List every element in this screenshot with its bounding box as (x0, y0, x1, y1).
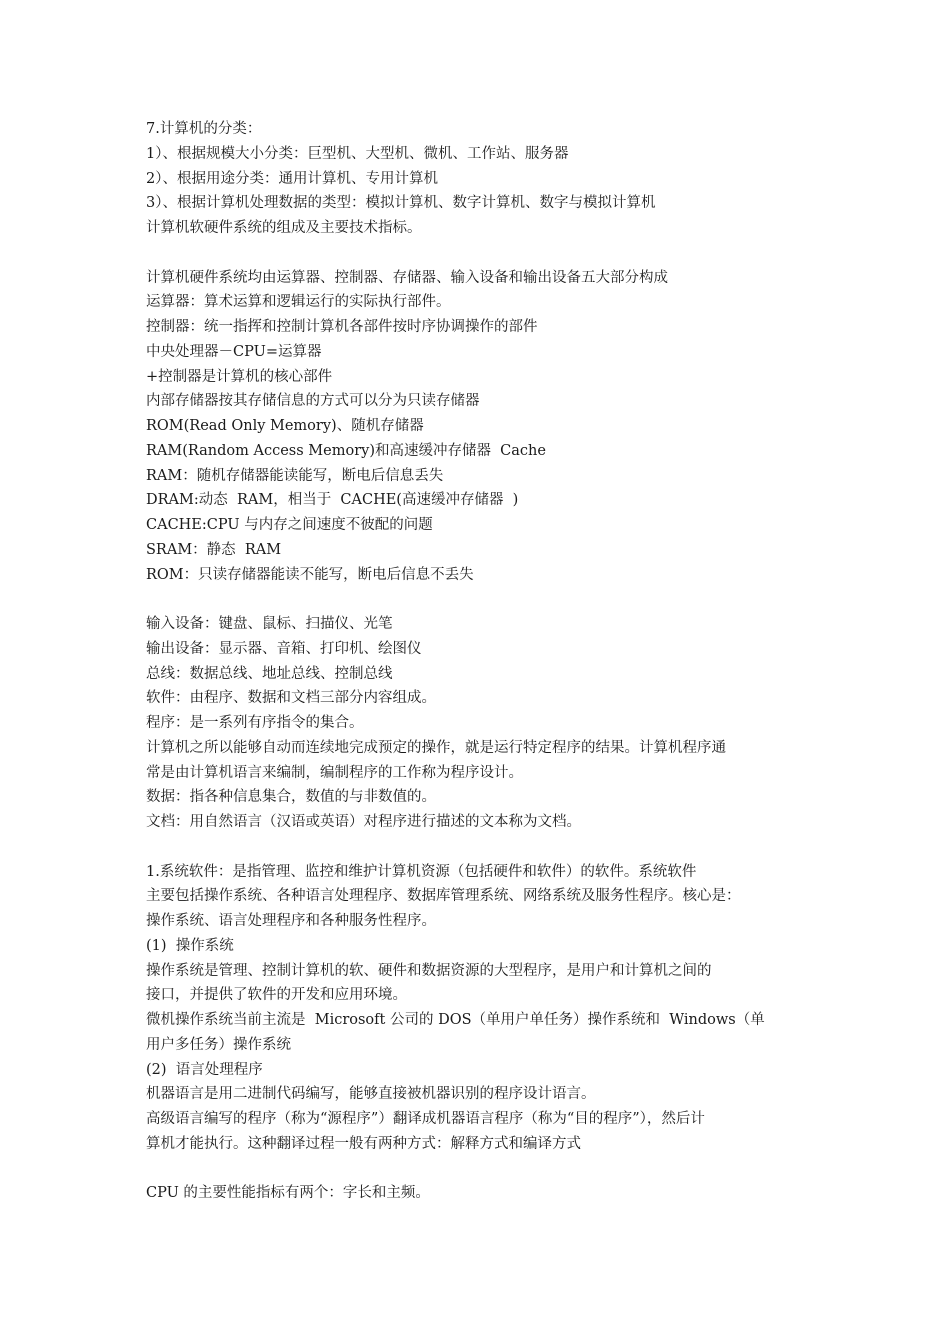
text-line: 运算器：算术运算和逻辑运行的实际执行部件。 (146, 294, 451, 311)
paragraph-gap (146, 241, 810, 266)
section-system-software (146, 860, 810, 1157)
section-computer-classification (146, 117, 810, 241)
text-line: 3）、根据计算机处理数据的类型：模拟计算机、数字计算机、数字与模拟计算机 (146, 195, 656, 212)
text-line: 操作系统、语言处理程序和各种服务性程序。 (146, 913, 436, 929)
text-line: 算机才能执行。这种翻译过程一般有两种方式：解释方式和编译方式 (146, 1135, 581, 1152)
text-line: 数据：指各种信息集合，数值的与非数值的。 (146, 789, 436, 806)
document-page (146, 117, 810, 1206)
text-line: CACHE:CPU 与内存之间速度不彼配的问题 (146, 517, 433, 533)
text-line: 软件：由程序、数据和文档三部分内容组成。 (146, 690, 436, 707)
text-line: 1）、根据规模大小分类：巨型机、大型机、微机、工作站、服务器 (146, 145, 569, 162)
text-line: 输出设备：显示器、音箱、打印机、绘图仪 (146, 640, 422, 657)
text-line: CPU 的主要性能指标有两个：字长和主频。 (146, 1185, 430, 1202)
text-line: 用户多任务）操作系统 (146, 1036, 291, 1053)
paragraph-gap (146, 835, 810, 860)
section-devices-software (146, 612, 810, 835)
text-line: 高级语言编写的程序（称为“源程序”）翻译成机器语言程序（称为“目的程序”），然后计 (146, 1111, 705, 1127)
text-line: +控制器是计算机的核心部件 (146, 368, 333, 385)
text-line: (2) 语言处理程序 (146, 1061, 263, 1078)
section-heading: 7.计算机的分类： (146, 121, 262, 137)
text-line: 1.系统软件：是指管理、监控和维护计算机资源（包括硬件和软件）的软件。系统软件 (146, 863, 697, 880)
text-line: 2）、根据用途分类：通用计算机、专用计算机 (146, 170, 438, 187)
text-line: 控制器：统一指挥和控制计算机各部件按时序协调操作的部件 (146, 319, 538, 335)
text-line: 微机操作系统当前主流是 Microsoft 公司的 DOS（单用户单任务）操作系统和 Windows（单 (146, 1012, 765, 1028)
text-line: 常是由计算机语言来编制，编制程序的工作称为程序设计。 (146, 764, 523, 781)
text-line: 输入设备：键盘、鼠标、扫描仪、光笔 (146, 616, 393, 632)
text-line: 程序：是一系列有序指令的集合。 (146, 715, 364, 731)
text-line: SRAM：静态 RAM (146, 541, 282, 558)
text-line: 机器语言是用二进制代码编写，能够直接被机器识别的程序设计语言。 (146, 1086, 596, 1103)
text-line: 文档：用自然语言（汉语或英语）对程序进行描述的文本称为文档。 (146, 814, 581, 830)
text-line: (1) 操作系统 (146, 937, 234, 954)
text-line: 计算机硬件系统均由运算器、控制器、存储器、输入设备和输出设备五大部分构成 (146, 269, 668, 286)
paragraph-gap (146, 1157, 810, 1182)
text-line: 内部存储器按其存储信息的方式可以分为只读存储器 (146, 393, 480, 410)
section-cpu-metrics (146, 1181, 810, 1206)
text-line: 中央处理器－CPU=运算器 (146, 343, 322, 360)
text-line: ROM(Read Only Memory)、随机存储器 (146, 418, 424, 434)
text-line: RAM(Random Access Memory)和高速缓冲存储器 Cache (146, 442, 546, 459)
section-hardware (146, 266, 810, 588)
text-line: ROM：只读存储器能读不能写，断电后信息不丢失 (146, 566, 474, 583)
text-line: RAM：随机存储器能读能写，断电后信息丢失 (146, 467, 444, 484)
text-line: 计算机软硬件系统的组成及主要技术指标。 (146, 220, 422, 236)
text-line: 操作系统是管理、控制计算机的软、硬件和数据资源的大型程序，是用户和计算机之间的 (146, 962, 712, 979)
paragraph-gap (146, 587, 810, 612)
text-line: 主要包括操作系统、各种语言处理程序、数据库管理系统、网络系统及服务性程序。核心是： (146, 888, 741, 905)
text-line: 计算机之所以能够自动而连续地完成预定的操作，就是运行特定程序的结果。计算机程序通 (146, 739, 726, 756)
text-line: DRAM:动态 RAM，相当于 CACHE(高速缓冲存储器 ) (146, 492, 519, 509)
text-line: 接口，并提供了软件的开发和应用环境。 (146, 987, 407, 1004)
text-line: 总线：数据总线、地址总线、控制总线 (146, 665, 393, 682)
